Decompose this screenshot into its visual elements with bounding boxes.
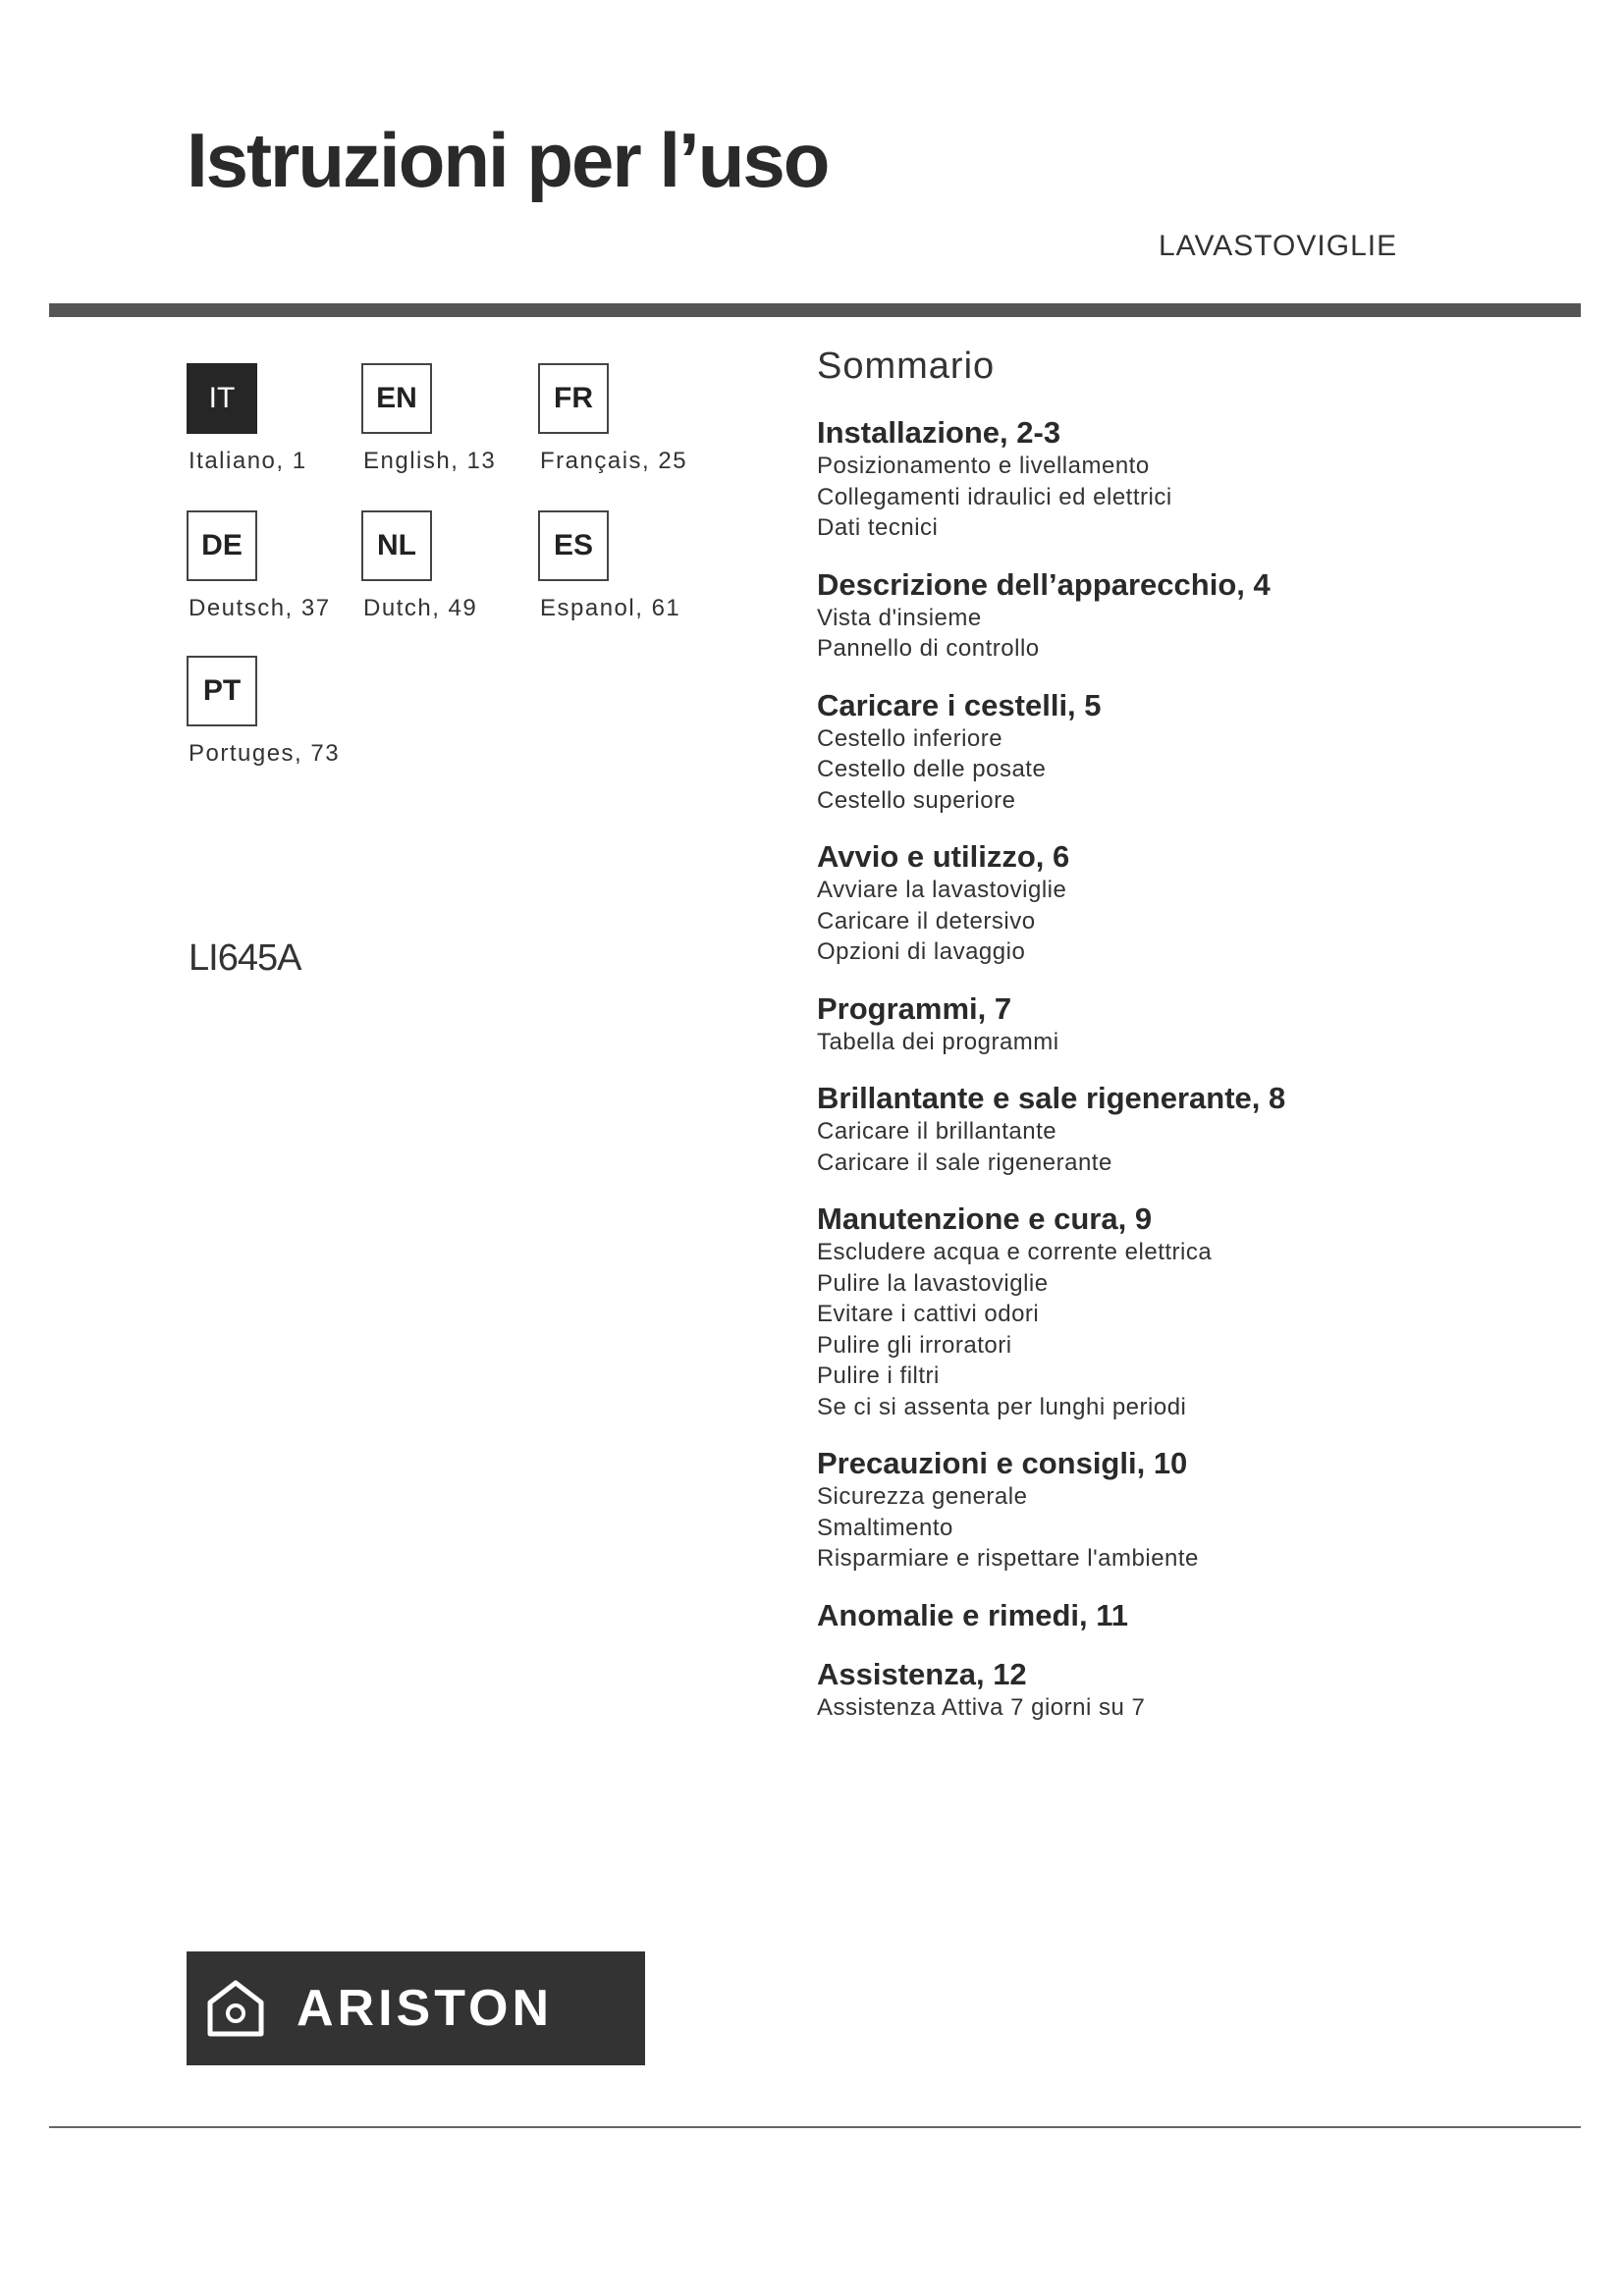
language-code-badge: FR [538,363,609,434]
toc-item: Pannello di controllo [817,635,1040,662]
toc-item: Assistenza Attiva 7 giorni su 7 [817,1693,1146,1721]
toc-item: Opzioni di lavaggio [817,938,1026,965]
language-label: Deutsch, 37 [189,595,331,621]
toc-item: Se ci si assenta per lunghi periodi [817,1393,1187,1420]
toc-item: Risparmiare e rispettare l'ambiente [817,1545,1199,1572]
ariston-logo [187,1951,645,2065]
toc-section-heading: Descrizione dell’apparecchio, 4 [817,566,1271,602]
toc-item: Smaltimento [817,1514,953,1541]
toc-section [817,688,1563,817]
toc-section-heading: Caricare i cestelli, 5 [817,687,1102,722]
toc-item: Tabella dei programmi [817,1028,1059,1055]
toc-item: Caricare il brillantante [817,1118,1057,1145]
toc-section [817,567,1563,665]
language-code-badge: NL [361,510,432,581]
toc-section-heading: Brillantante e sale rigenerante, 8 [817,1081,1286,1115]
toc-item: Caricare il sale rigenerante [817,1148,1112,1176]
language-label: Espanol, 61 [540,595,681,621]
language-label: Italiano, 1 [189,448,307,474]
toc-item: Sicurezza generale [817,1483,1028,1510]
toc-section-heading: Installazione, 2-3 [817,415,1061,450]
toc-section-heading: Precauzioni e consigli, 10 [817,1446,1188,1480]
toc-section [817,415,1563,544]
model-number: LI645A [189,937,301,979]
language-label: Portuges, 73 [189,740,341,767]
toc-item: Collegamenti idraulici ed elettrici [817,483,1172,510]
toc-section [817,1598,1563,1633]
language-code-badge: ES [538,510,609,581]
toc-item: Pulire i filtri [817,1362,940,1389]
toc-title: Sommario [817,346,996,387]
toc-section-heading: Avvio e utilizzo, 6 [817,839,1070,874]
toc-section-heading: Programmi, 7 [817,990,1012,1026]
house-logo-icon [204,1977,267,2040]
language-code-badge: IT [187,363,257,434]
toc-section [817,1081,1563,1178]
language-code-badge: DE [187,510,257,581]
toc-item: Posizionamento e livellamento [817,453,1150,479]
document-title: Istruzioni per l’uso [187,117,829,203]
header-divider [49,303,1581,317]
toc-item: Cestello superiore [817,786,1016,814]
toc-section [817,1201,1563,1422]
language-label: Français, 25 [540,448,688,474]
toc-item: Pulire gli irroratori [817,1331,1012,1359]
toc-section-heading: Anomalie e rimedi, 11 [817,1597,1129,1632]
toc-item: Pulire la lavastoviglie [817,1269,1049,1297]
toc-item: Dati tecnici [817,514,939,541]
language-label: English, 13 [363,448,497,474]
toc-item: Cestello delle posate [817,756,1047,782]
toc-section [817,991,1563,1058]
toc-item: Escludere acqua e corrente elettrica [817,1239,1213,1265]
toc-section-heading: Manutenzione e cura, 9 [817,1201,1153,1236]
toc-item: Caricare il detersivo [817,907,1036,934]
brand-name: ARISTON [297,1980,554,2037]
toc-section-heading: Assistenza, 12 [817,1656,1027,1691]
language-code-badge: PT [187,656,257,726]
table-of-contents [817,346,1563,1746]
toc-item: Evitare i cattivi odori [817,1301,1040,1327]
toc-item: Cestello inferiore [817,724,1003,752]
product-category: LAVASTOVIGLIE [1159,230,1398,262]
footer-divider [49,2126,1581,2128]
toc-section [817,839,1563,968]
toc-section [817,1446,1563,1575]
toc-item: Avviare la lavastoviglie [817,877,1067,903]
toc-sections [817,415,1563,1723]
language-label: Dutch, 49 [363,595,478,621]
toc-section [817,1657,1563,1724]
toc-item: Vista d'insieme [817,604,982,631]
language-code-badge: EN [361,363,432,434]
